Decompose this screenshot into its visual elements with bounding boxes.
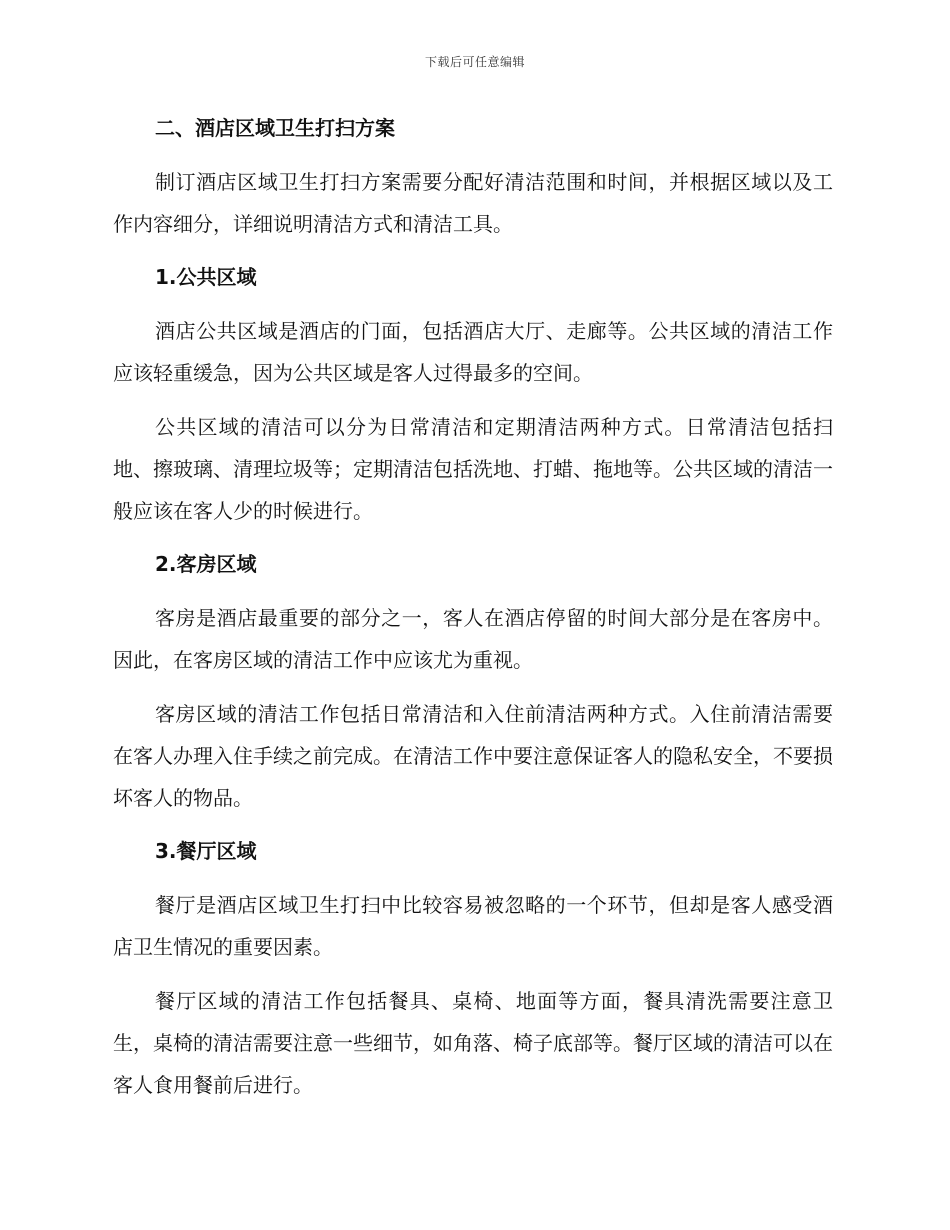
paragraph-guest-room-1: 客房是酒店最重要的部分之一，客人在酒店停留的时间大部分是在客房中。因此，在客房区域的清洁工作中应该尤为重视。 — [113, 606, 833, 672]
subsection-title-restaurant: 3.餐厅区域 — [155, 839, 257, 863]
section-title: 二、酒店区域卫生打扫方案 — [155, 116, 395, 140]
paragraph-restaurant-1: 餐厅是酒店区域卫生打扫中比较容易被忽略的一个环节，但却是客人感受酒店卫生情况的重要因素。 — [113, 893, 833, 959]
subsection-title-guest-room: 2.客房区域 — [155, 552, 257, 576]
subsection-title-public-area: 1.公共区域 — [155, 265, 257, 289]
paragraph-public-area-1: 酒店公共区域是酒店的门面，包括酒店大厅、走廊等。公共区域的清洁工作应该轻重缓急，因为公共区域是客人过得最多的空间。 — [113, 319, 833, 385]
page-header: 下载后可任意编辑 — [424, 55, 525, 69]
paragraph-guest-room-2: 客房区域的清洁工作包括日常清洁和入住前清洁两种方式。入住前清洁需要在客人办理入住手续之前完成。在清洁工作中要注意保证客人的隐私安全，不要损坏客人的物品。 — [113, 702, 833, 810]
paragraph-intro: 制订酒店区域卫生打扫方案需要分配好清洁范围和时间，并根据区域以及工作内容细分，详细说明清洁方式和清洁工具。 — [113, 170, 833, 236]
document-body — [113, 108, 833, 1118]
paragraph-public-area-2: 公共区域的清洁可以分为日常清洁和定期清洁两种方式。日常清洁包括扫地、擦玻璃、清理垃圾等；定期清洁包括洗地、打蜡、拖地等。公共区域的清洁一般应该在客人少的时候进行。 — [113, 415, 833, 523]
paragraph-restaurant-2: 餐厅区域的清洁工作包括餐具、桌椅、地面等方面，餐具清洗需要注意卫生，桌椅的清洁需要注意一些细节，如角落、椅子底部等。餐厅区域的清洁可以在客人食用餐前后进行。 — [113, 989, 833, 1097]
